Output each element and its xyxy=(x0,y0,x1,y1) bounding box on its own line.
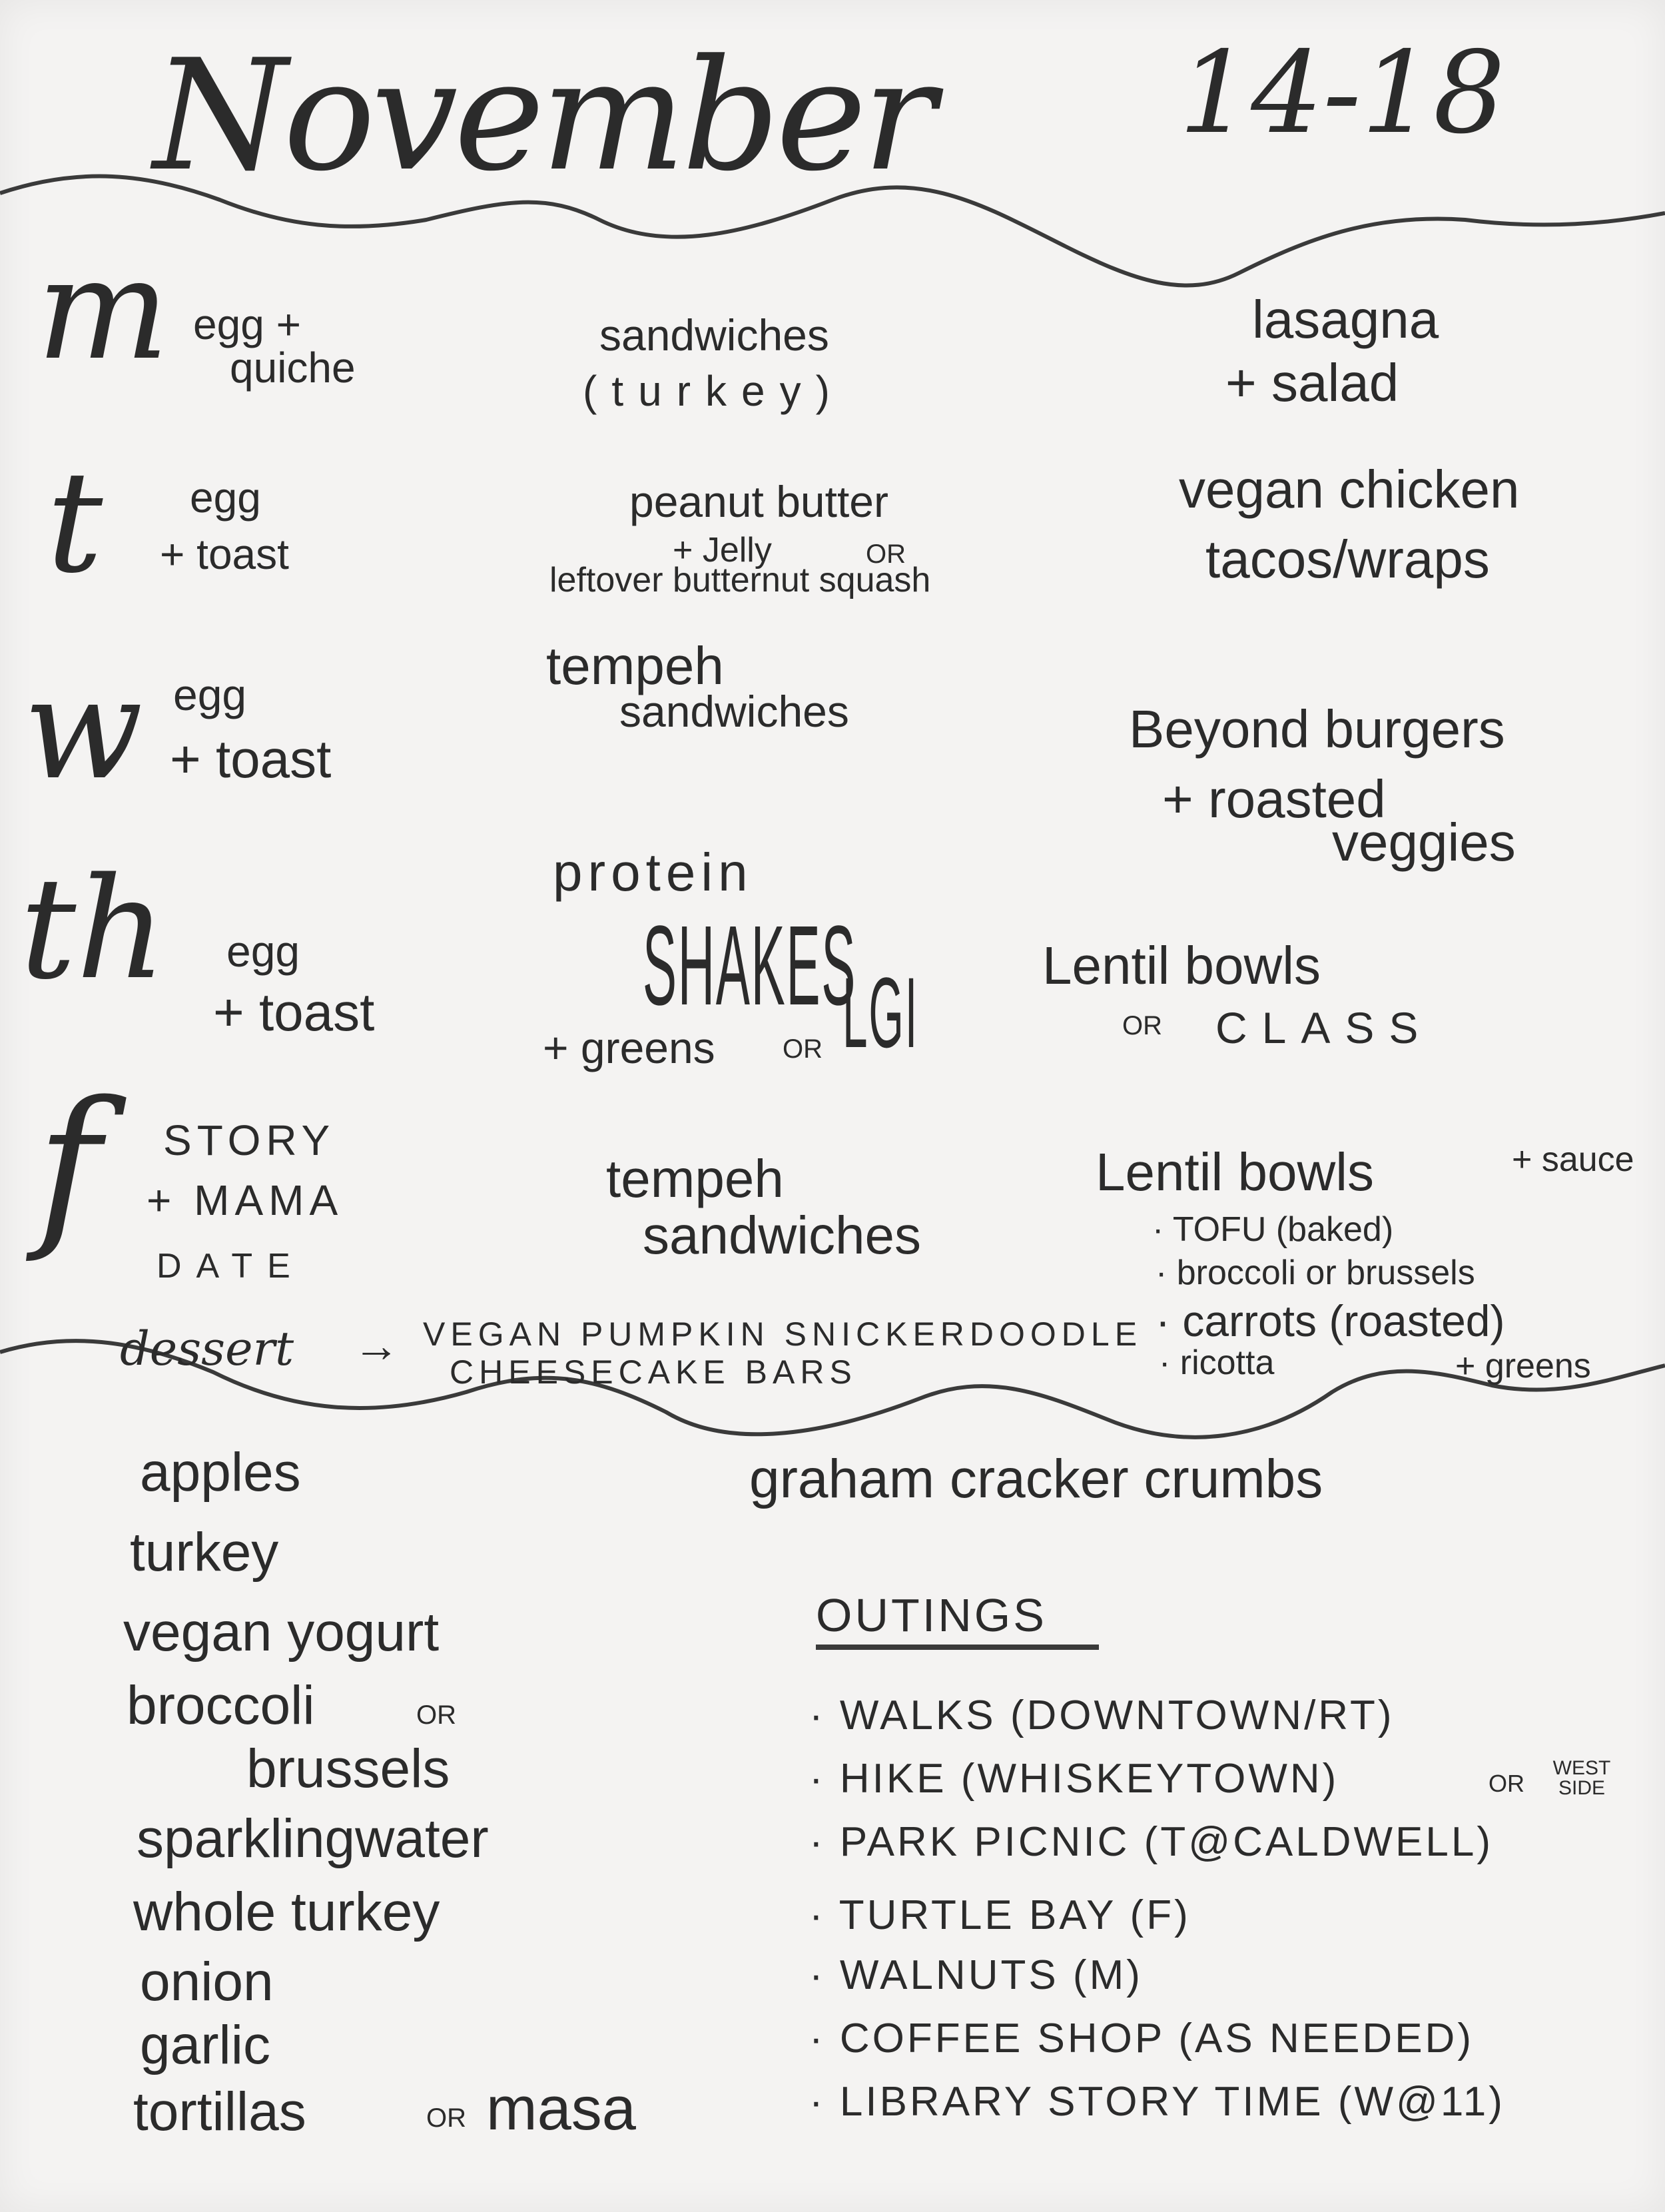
friday-breakfast-line2: + MAMA xyxy=(147,1176,344,1224)
tuesday-breakfast-line2: + toast xyxy=(160,530,289,578)
friday-lunch-line2: sandwiches xyxy=(643,1206,922,1265)
grocery-item: broccoli xyxy=(127,1675,315,1736)
monday-lunch-line2: (turkey) xyxy=(583,367,844,415)
monday-dinner-line1: lasagna xyxy=(1252,290,1439,349)
grocery-item: whole turkey xyxy=(133,1882,440,1942)
monday-breakfast-line2: quiche xyxy=(230,344,356,392)
outing-item: · TURTLE BAY (F) xyxy=(809,1892,1191,1938)
outing-item: · LIBRARY STORY TIME (W@11) xyxy=(809,2079,1505,2125)
thursday-lunch-greens: + greens xyxy=(543,1023,715,1072)
grocery-item: brussels xyxy=(246,1738,450,1799)
thursday-dinner-line2: CLASS xyxy=(1215,1003,1433,1052)
dessert-line2: CHEESECAKE BARS xyxy=(450,1353,857,1391)
friday-dinner-ricotta: · ricotta xyxy=(1159,1343,1275,1382)
grocery-or: OR xyxy=(416,1700,456,1730)
friday-dinner-line1: Lentil bowls xyxy=(1096,1142,1375,1202)
friday-dinner-carrots: · carrots (roasted) xyxy=(1156,1296,1505,1345)
tuesday-lunch-or: OR xyxy=(866,540,906,569)
tuesday-lunch-line2: + Jelly xyxy=(673,531,772,569)
wednesday-lunch-line1: tempeh xyxy=(546,636,724,695)
friday-lunch-line1: tempeh xyxy=(606,1149,784,1208)
tuesday-dinner-line2: tacos/wraps xyxy=(1205,530,1490,589)
grocery-or: OR xyxy=(426,2103,466,2133)
thursday-dinner-line1: Lentil bowls xyxy=(1042,936,1321,995)
friday-dinner-broccoli: · broccoli or brussels xyxy=(1156,1254,1475,1292)
grocery-item: sparklingwater xyxy=(137,1808,489,1869)
wednesday-dinner-line3: veggies xyxy=(1332,813,1516,872)
outings-heading: OUTINGS xyxy=(816,1589,1047,1641)
day-letter-tuesday: t xyxy=(47,441,103,604)
day-letter-thursday: th xyxy=(20,847,166,1010)
tuesday-breakfast-line1: egg xyxy=(190,474,261,522)
grocery-item: tortillas xyxy=(133,2081,306,2142)
grocery-item: masa xyxy=(486,2075,636,2143)
monday-breakfast-line1: egg + xyxy=(193,300,301,348)
friday-dinner-tofu: · TOFU (baked) xyxy=(1152,1210,1394,1249)
outing-item: · WALNUTS (M) xyxy=(809,1952,1143,1998)
day-letter-friday: f xyxy=(37,1065,101,1266)
thursday-lunch-line1: protein xyxy=(553,843,753,902)
outing-item-or: OR xyxy=(1489,1770,1524,1797)
friday-dinner-sauce: + sauce xyxy=(1512,1140,1634,1179)
wednesday-breakfast-line1: egg xyxy=(173,670,247,719)
day-letter-wednesday: w xyxy=(23,647,143,811)
outing-item: · PARK PICNIC (T@CALDWELL) xyxy=(809,1819,1494,1865)
friday-breakfast-line3: DATE xyxy=(157,1247,305,1286)
outing-item: · HIKE (WHISKEYTOWN) xyxy=(809,1756,1339,1802)
thursday-dinner-or: OR xyxy=(1122,1011,1162,1040)
monday-lunch-line1: sandwiches xyxy=(599,310,829,360)
thursday-lunch-or: OR xyxy=(783,1034,823,1064)
friday-breakfast-line1: STORY xyxy=(163,1116,336,1164)
wednesday-dinner-line1: Beyond burgers xyxy=(1129,699,1505,759)
tuesday-dinner-line1: vegan chicken xyxy=(1179,460,1520,519)
wednesday-dinner-line2: + roasted xyxy=(1162,769,1386,829)
dessert-arrow-icon: → xyxy=(353,1319,400,1371)
month-title: November xyxy=(153,27,932,205)
monday-dinner-line2: + salad xyxy=(1225,353,1399,412)
grocery-item: garlic xyxy=(140,2015,270,2075)
grocery-item-graham: graham cracker crumbs xyxy=(749,1449,1323,1509)
tuesday-lunch-line1: peanut butter xyxy=(629,477,888,526)
grocery-item: apples xyxy=(140,1442,301,1503)
grocery-item: onion xyxy=(140,1952,274,2012)
friday-dinner-greens: + greens xyxy=(1455,1347,1591,1385)
thursday-breakfast-line1: egg xyxy=(226,926,300,976)
tuesday-lunch-line3: leftover butternut squash xyxy=(549,561,931,599)
dessert-label: dessert xyxy=(120,1321,294,1376)
thursday-lunch-shakes: SHAKES xyxy=(643,903,857,1029)
wednesday-breakfast-line2: + toast xyxy=(170,729,332,789)
dessert-line1: VEGAN PUMPKIN SNICKERDOODLE xyxy=(423,1315,1143,1353)
thursday-breakfast-line2: + toast xyxy=(213,982,375,1042)
outing-item: · WALKS (DOWNTOWN/RT) xyxy=(809,1692,1395,1738)
thursday-lunch-lgi: LGI xyxy=(842,956,919,1068)
day-letter-monday: m xyxy=(37,228,170,391)
wednesday-lunch-line2: sandwiches xyxy=(619,687,849,736)
date-range: 14-18 xyxy=(1179,27,1506,159)
outing-item: · COFFEE SHOP (AS NEEDED) xyxy=(809,2016,1474,2061)
grocery-item: vegan yogurt xyxy=(123,1602,440,1662)
outing-item-westside: WEST SIDE xyxy=(1552,1757,1611,1799)
grocery-item: turkey xyxy=(130,1522,279,1583)
